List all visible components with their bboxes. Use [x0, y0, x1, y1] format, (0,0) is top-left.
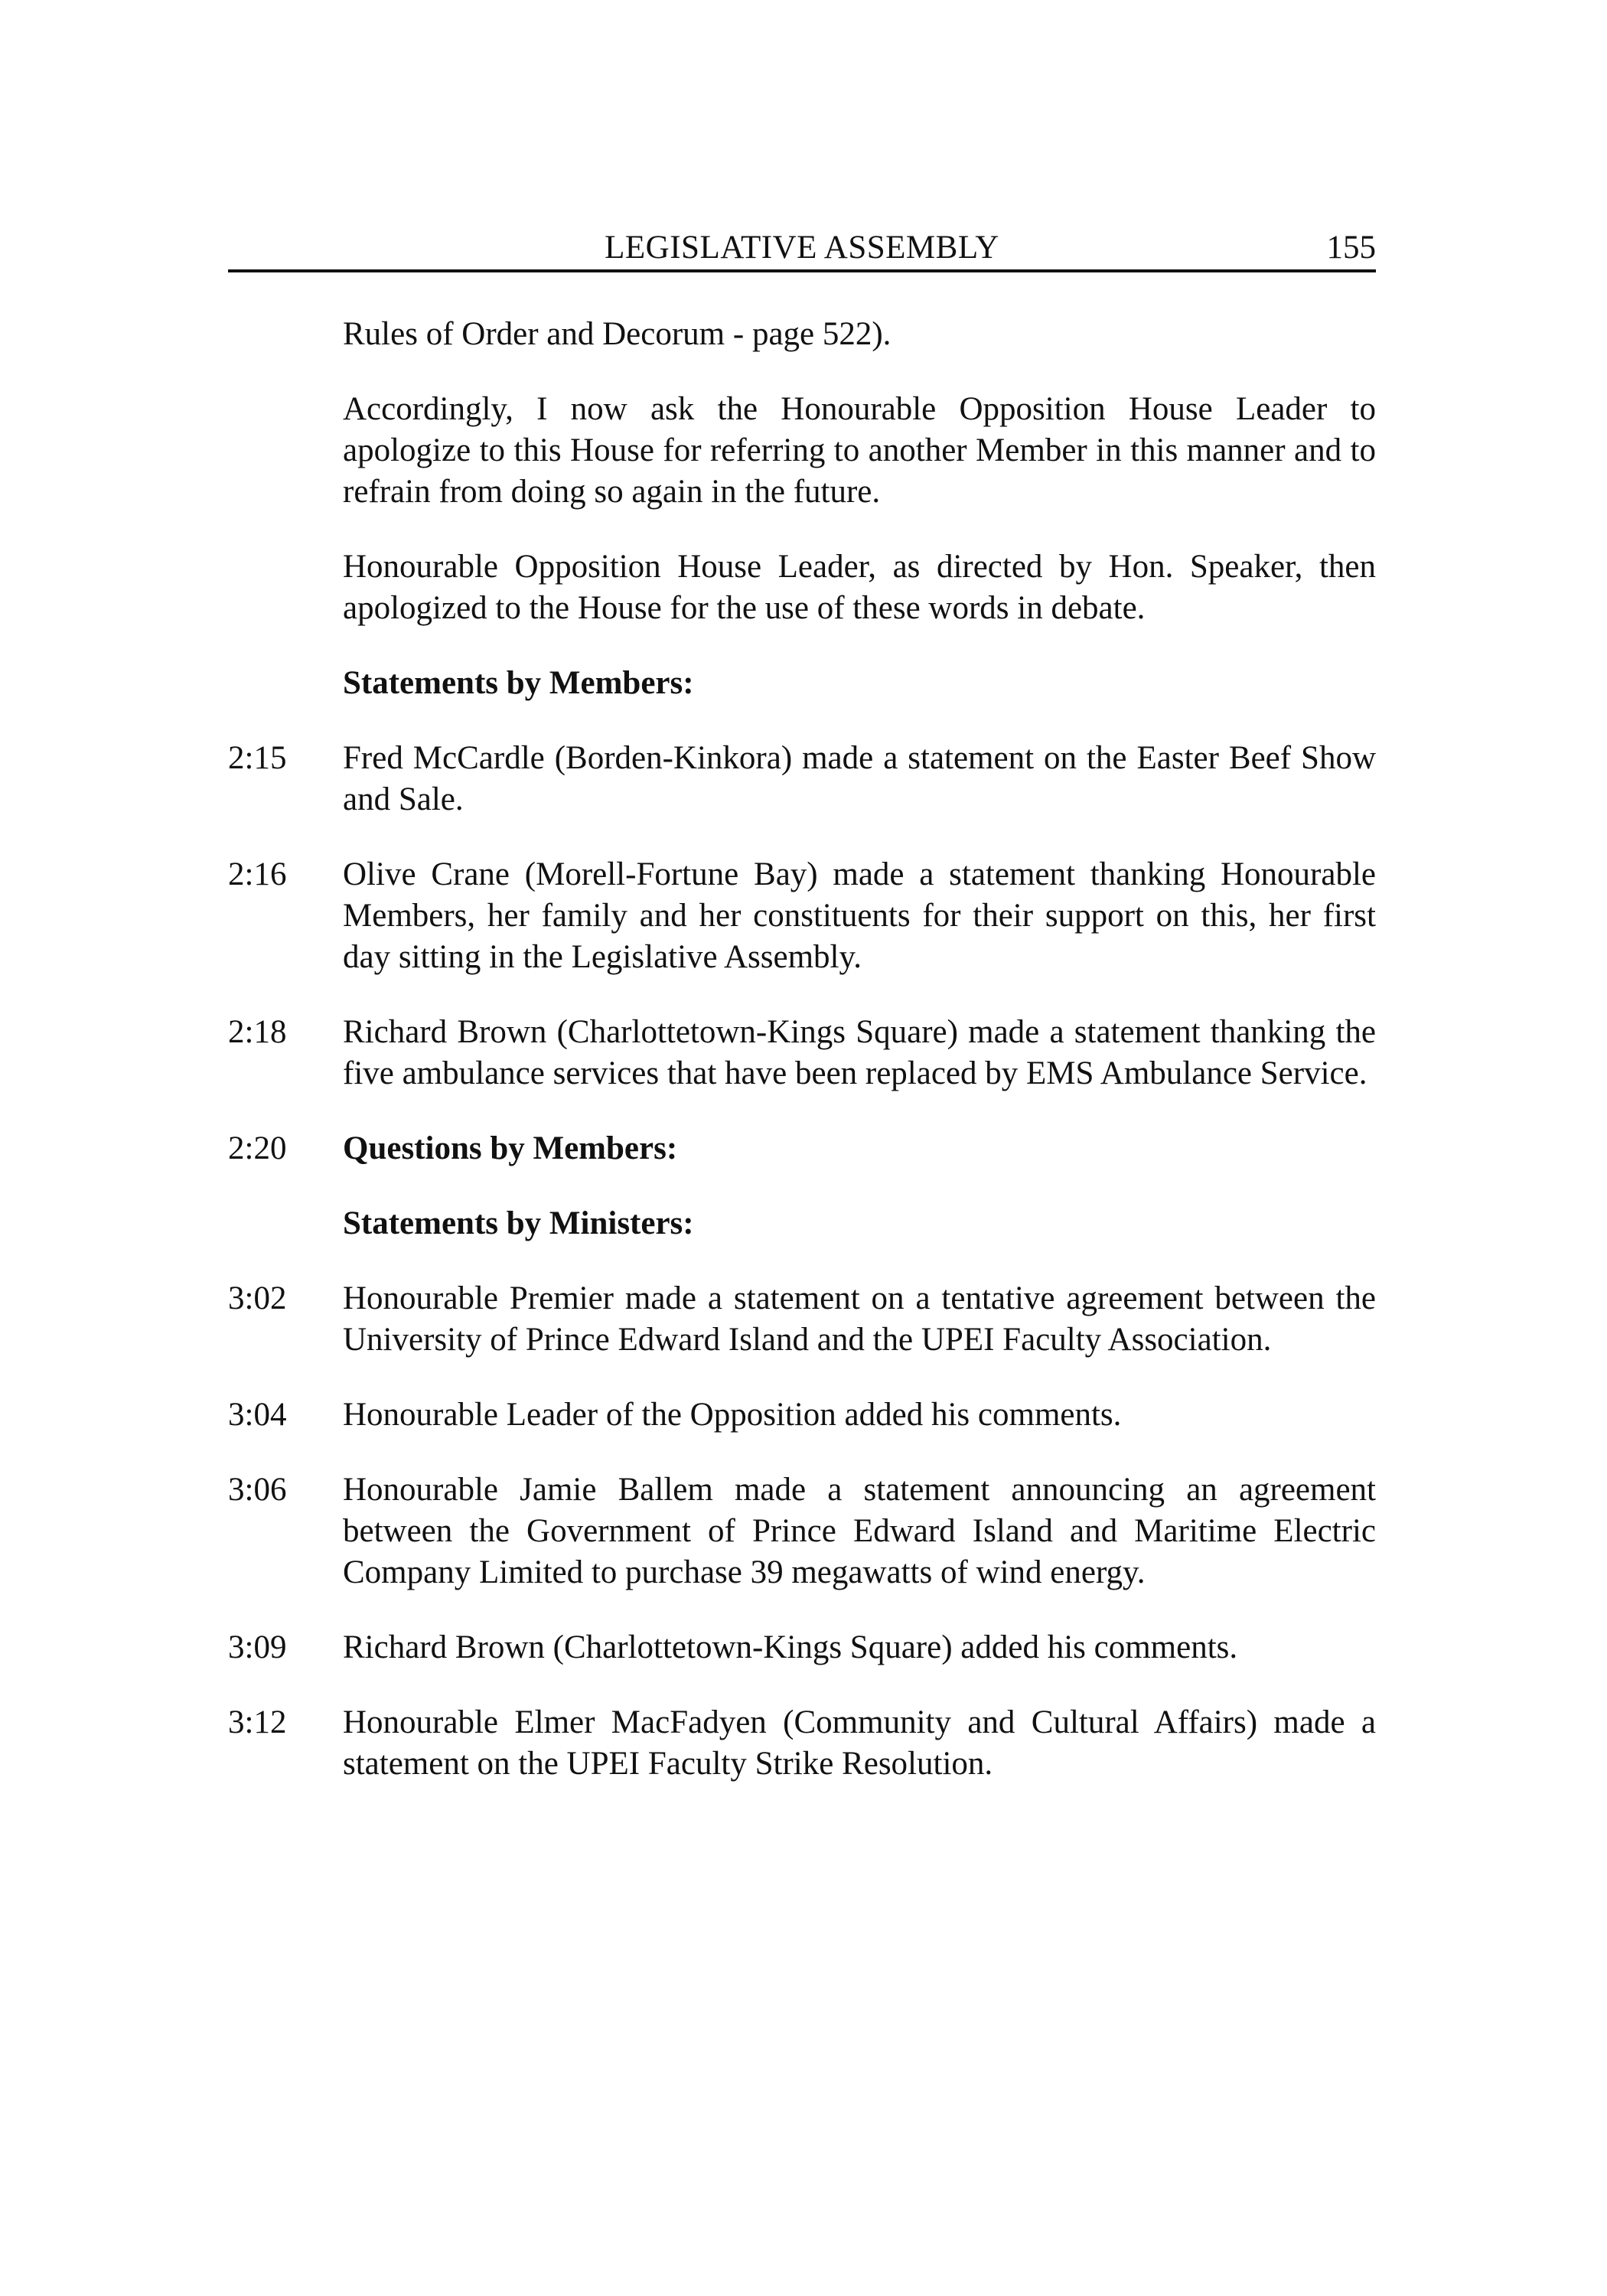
- section-heading: Statements by Ministers:: [343, 1205, 694, 1241]
- entry-text: Richard Brown (Charlottetown-Kings Square) added his comments.: [343, 1629, 1238, 1665]
- entry-apology-request: [228, 389, 1376, 513]
- entry-text: Fred McCardle (Borden-Kinkora) made a statement on the Easter Beef Show and Sale.: [343, 740, 1376, 817]
- section-statements-by-ministers: [228, 1203, 1376, 1244]
- entry-text: Honourable Premier made a statement on a tentative agreement between the University of Prince Edward Island and the UPEI Faculty Association.: [343, 1280, 1376, 1358]
- entry-text: Olive Crane (Morell-Fortune Bay) made a statement thanking Honourable Members, her family and her constituents for their support on this, her first day sitting in the Legislative Assembly.: [343, 856, 1376, 975]
- entry-text: Rules of Order and Decorum - page 522).: [343, 316, 892, 352]
- journal-body: [228, 314, 1376, 1818]
- entry-3-04: [228, 1394, 1376, 1436]
- section-heading: Questions by Members:: [343, 1130, 678, 1166]
- entry-text: Honourable Jamie Ballem made a statement announcing an agreement between the Government of Prince Edward Island and Maritime Electric Company Limited to purchase 39 megawatts of wind energy.: [343, 1472, 1376, 1590]
- entry-2-16: [228, 854, 1376, 978]
- entry-3-09: [228, 1627, 1376, 1668]
- entry-time: 2:16: [228, 856, 287, 892]
- page-title: LEGISLATIVE ASSEMBLY: [605, 230, 999, 266]
- entry-apology: [228, 546, 1376, 629]
- entry-text: Richard Brown (Charlottetown-Kings Square) made a statement thanking the five ambulance services that have been replaced by EMS Ambulance Service.: [343, 1014, 1376, 1091]
- section-statements-by-members: [228, 663, 1376, 704]
- entry-time: 2:18: [228, 1014, 287, 1050]
- entry-2-15: [228, 738, 1376, 820]
- page-header: [228, 227, 1376, 272]
- entry-3-12: [228, 1702, 1376, 1785]
- entry-text: Honourable Elmer MacFadyen (Community and Cultural Affairs) made a statement on the UPEI Faculty Strike Resolution.: [343, 1704, 1376, 1782]
- entry-time: 3:09: [228, 1629, 287, 1665]
- entry-3-02: [228, 1278, 1376, 1361]
- entry-time: 3:12: [228, 1704, 287, 1740]
- entry-rules-reference: [228, 314, 1376, 355]
- entry-text: Accordingly, I now ask the Honourable Opposition House Leader to apologize to this House for referring to another Member in this manner and to refrain from doing so again in the future.: [343, 391, 1376, 510]
- entry-text: Honourable Opposition House Leader, as directed by Hon. Speaker, then apologized to the House for the use of these words in debate.: [343, 549, 1376, 626]
- entry-time: 2:20: [228, 1130, 287, 1166]
- entry-time: 3:06: [228, 1472, 287, 1508]
- entry-time: 2:15: [228, 740, 287, 776]
- page-number: 155: [1326, 230, 1376, 266]
- entry-2-18: [228, 1012, 1376, 1094]
- entry-time: 3:04: [228, 1397, 287, 1433]
- entry-3-06: [228, 1469, 1376, 1593]
- entry-text: Honourable Leader of the Opposition added his comments.: [343, 1397, 1122, 1433]
- section-heading: Statements by Members:: [343, 665, 694, 701]
- section-questions-by-members: [228, 1128, 1376, 1169]
- entry-time: 3:02: [228, 1280, 287, 1316]
